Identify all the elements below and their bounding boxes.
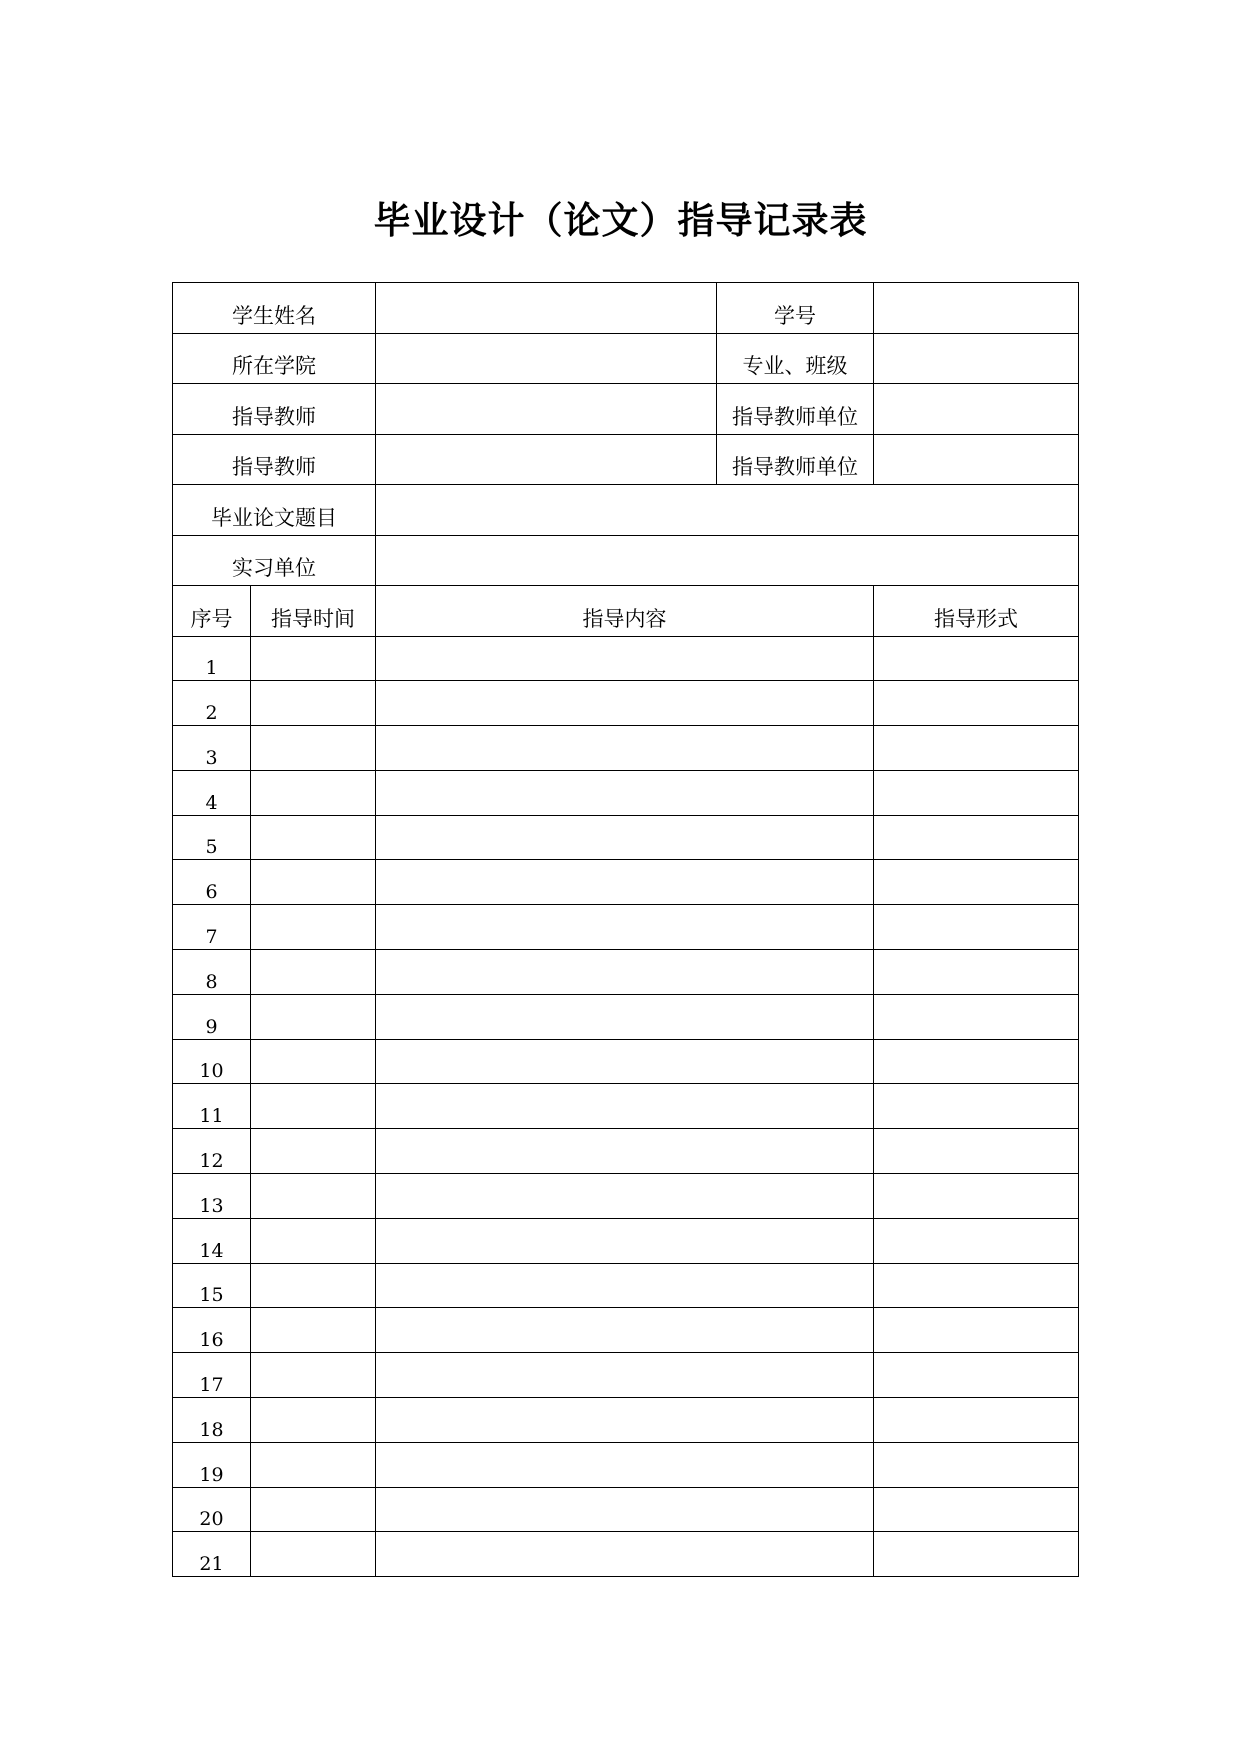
table-row	[173, 1442, 1079, 1487]
row-time-cell[interactable]	[251, 1263, 376, 1308]
student-name-label: 学生姓名	[173, 283, 376, 334]
row-form-cell[interactable]	[874, 636, 1079, 681]
row-form-cell[interactable]	[874, 1129, 1079, 1174]
row-time-cell[interactable]	[251, 860, 376, 905]
row-content-cell[interactable]	[376, 1129, 874, 1174]
table-row	[173, 681, 1079, 726]
row-seq: 9	[173, 994, 251, 1039]
info-row-college	[173, 333, 1079, 384]
row-form-cell[interactable]	[874, 726, 1079, 771]
table-row	[173, 950, 1079, 995]
row-content-cell[interactable]	[376, 905, 874, 950]
row-time-cell[interactable]	[251, 994, 376, 1039]
row-content-cell[interactable]	[376, 636, 874, 681]
student-name-field[interactable]	[376, 283, 717, 334]
row-time-cell[interactable]	[251, 1353, 376, 1398]
advisor-unit-field-2[interactable]	[874, 434, 1079, 485]
row-content-cell[interactable]	[376, 1398, 874, 1443]
info-row-advisor-1	[173, 384, 1079, 435]
advisor-field-2[interactable]	[376, 434, 717, 485]
row-seq: 2	[173, 681, 251, 726]
row-form-cell[interactable]	[874, 905, 1079, 950]
row-time-cell[interactable]	[251, 905, 376, 950]
advisor-unit-field-1[interactable]	[874, 384, 1079, 435]
info-row-thesis-title	[173, 485, 1079, 536]
row-form-cell[interactable]	[874, 815, 1079, 860]
row-content-cell[interactable]	[376, 860, 874, 905]
row-time-cell[interactable]	[251, 1442, 376, 1487]
table-row	[173, 1308, 1079, 1353]
row-form-cell[interactable]	[874, 1308, 1079, 1353]
row-seq: 10	[173, 1039, 251, 1084]
advisor-field-1[interactable]	[376, 384, 717, 435]
row-form-cell[interactable]	[874, 1532, 1079, 1577]
row-seq: 16	[173, 1308, 251, 1353]
thesis-title-field[interactable]	[376, 485, 1079, 536]
row-content-cell[interactable]	[376, 1263, 874, 1308]
row-seq: 12	[173, 1129, 251, 1174]
row-content-cell[interactable]	[376, 994, 874, 1039]
info-row-internship	[173, 535, 1079, 586]
row-form-cell[interactable]	[874, 1263, 1079, 1308]
header-content: 指导内容	[376, 585, 874, 636]
table-row	[173, 1398, 1079, 1443]
record-header-row	[173, 585, 1079, 636]
header-time: 指导时间	[251, 585, 376, 636]
advisor-unit-label-1: 指导教师单位	[717, 384, 874, 435]
advisor-label-1: 指导教师	[173, 384, 376, 435]
row-seq: 14	[173, 1218, 251, 1263]
row-time-cell[interactable]	[251, 1129, 376, 1174]
row-form-cell[interactable]	[874, 1084, 1079, 1129]
row-form-cell[interactable]	[874, 1442, 1079, 1487]
row-time-cell[interactable]	[251, 815, 376, 860]
row-content-cell[interactable]	[376, 770, 874, 815]
row-time-cell[interactable]	[251, 1218, 376, 1263]
row-seq: 4	[173, 770, 251, 815]
row-content-cell[interactable]	[376, 1353, 874, 1398]
row-time-cell[interactable]	[251, 636, 376, 681]
row-time-cell[interactable]	[251, 1084, 376, 1129]
info-row-student	[173, 283, 1079, 334]
table-row	[173, 1129, 1079, 1174]
row-form-cell[interactable]	[874, 1353, 1079, 1398]
row-form-cell[interactable]	[874, 1039, 1079, 1084]
table-row	[173, 1084, 1079, 1129]
table-row	[173, 1532, 1079, 1577]
row-seq: 21	[173, 1532, 251, 1577]
row-form-cell[interactable]	[874, 1218, 1079, 1263]
guidance-record-table	[172, 585, 1079, 1577]
row-time-cell[interactable]	[251, 681, 376, 726]
college-field[interactable]	[376, 333, 717, 384]
row-form-cell[interactable]	[874, 770, 1079, 815]
row-seq: 19	[173, 1442, 251, 1487]
row-time-cell[interactable]	[251, 1308, 376, 1353]
major-class-field[interactable]	[874, 333, 1079, 384]
row-content-cell[interactable]	[376, 1174, 874, 1219]
row-seq: 8	[173, 950, 251, 995]
row-form-cell[interactable]	[874, 1398, 1079, 1443]
row-content-cell[interactable]	[376, 1039, 874, 1084]
row-time-cell[interactable]	[251, 1532, 376, 1577]
row-content-cell[interactable]	[376, 1442, 874, 1487]
row-content-cell[interactable]	[376, 1084, 874, 1129]
row-time-cell[interactable]	[251, 1398, 376, 1443]
row-content-cell[interactable]	[376, 681, 874, 726]
row-seq: 3	[173, 726, 251, 771]
row-seq: 13	[173, 1174, 251, 1219]
table-row	[173, 770, 1079, 815]
row-seq: 5	[173, 815, 251, 860]
table-row	[173, 1353, 1079, 1398]
table-row	[173, 726, 1079, 771]
major-class-label: 专业、班级	[717, 333, 874, 384]
row-content-cell[interactable]	[376, 1218, 874, 1263]
advisor-label-2: 指导教师	[173, 434, 376, 485]
internship-unit-field[interactable]	[376, 535, 1079, 586]
row-seq: 20	[173, 1487, 251, 1532]
advisor-unit-label-2: 指导教师单位	[717, 434, 874, 485]
table-row	[173, 1218, 1079, 1263]
row-seq: 6	[173, 860, 251, 905]
row-time-cell[interactable]	[251, 950, 376, 995]
row-content-cell[interactable]	[376, 950, 874, 995]
row-content-cell[interactable]	[376, 726, 874, 771]
row-time-cell[interactable]	[251, 726, 376, 771]
header-seq: 序号	[173, 585, 251, 636]
row-seq: 18	[173, 1398, 251, 1443]
row-form-cell[interactable]	[874, 994, 1079, 1039]
thesis-title-label: 毕业论文题目	[173, 485, 376, 536]
row-time-cell[interactable]	[251, 1174, 376, 1219]
table-row	[173, 1487, 1079, 1532]
student-id-field[interactable]	[874, 283, 1079, 334]
table-row	[173, 1263, 1079, 1308]
table-row	[173, 994, 1079, 1039]
row-content-cell[interactable]	[376, 1532, 874, 1577]
row-seq: 7	[173, 905, 251, 950]
row-form-cell[interactable]	[874, 950, 1079, 995]
row-seq: 15	[173, 1263, 251, 1308]
student-info-table	[172, 282, 1079, 586]
table-row	[173, 815, 1079, 860]
table-row	[173, 636, 1079, 681]
college-label: 所在学院	[173, 333, 376, 384]
row-content-cell[interactable]	[376, 1308, 874, 1353]
table-row	[173, 1174, 1079, 1219]
row-content-cell[interactable]	[376, 815, 874, 860]
row-form-cell[interactable]	[874, 681, 1079, 726]
row-time-cell[interactable]	[251, 770, 376, 815]
row-seq: 17	[173, 1353, 251, 1398]
row-seq: 11	[173, 1084, 251, 1129]
row-time-cell[interactable]	[251, 1039, 376, 1084]
row-content-cell[interactable]	[376, 1487, 874, 1532]
row-seq: 1	[173, 636, 251, 681]
row-form-cell[interactable]	[874, 1487, 1079, 1532]
student-id-label: 学号	[717, 283, 874, 334]
internship-unit-label: 实习单位	[173, 535, 376, 586]
header-form: 指导形式	[874, 585, 1079, 636]
row-time-cell[interactable]	[251, 1487, 376, 1532]
table-row	[173, 860, 1079, 905]
info-row-advisor-2	[173, 434, 1079, 485]
row-form-cell[interactable]	[874, 1174, 1079, 1219]
page-title: 毕业设计（论文）指导记录表	[373, 199, 868, 242]
table-row	[173, 905, 1079, 950]
row-form-cell[interactable]	[874, 860, 1079, 905]
table-row	[173, 1039, 1079, 1084]
